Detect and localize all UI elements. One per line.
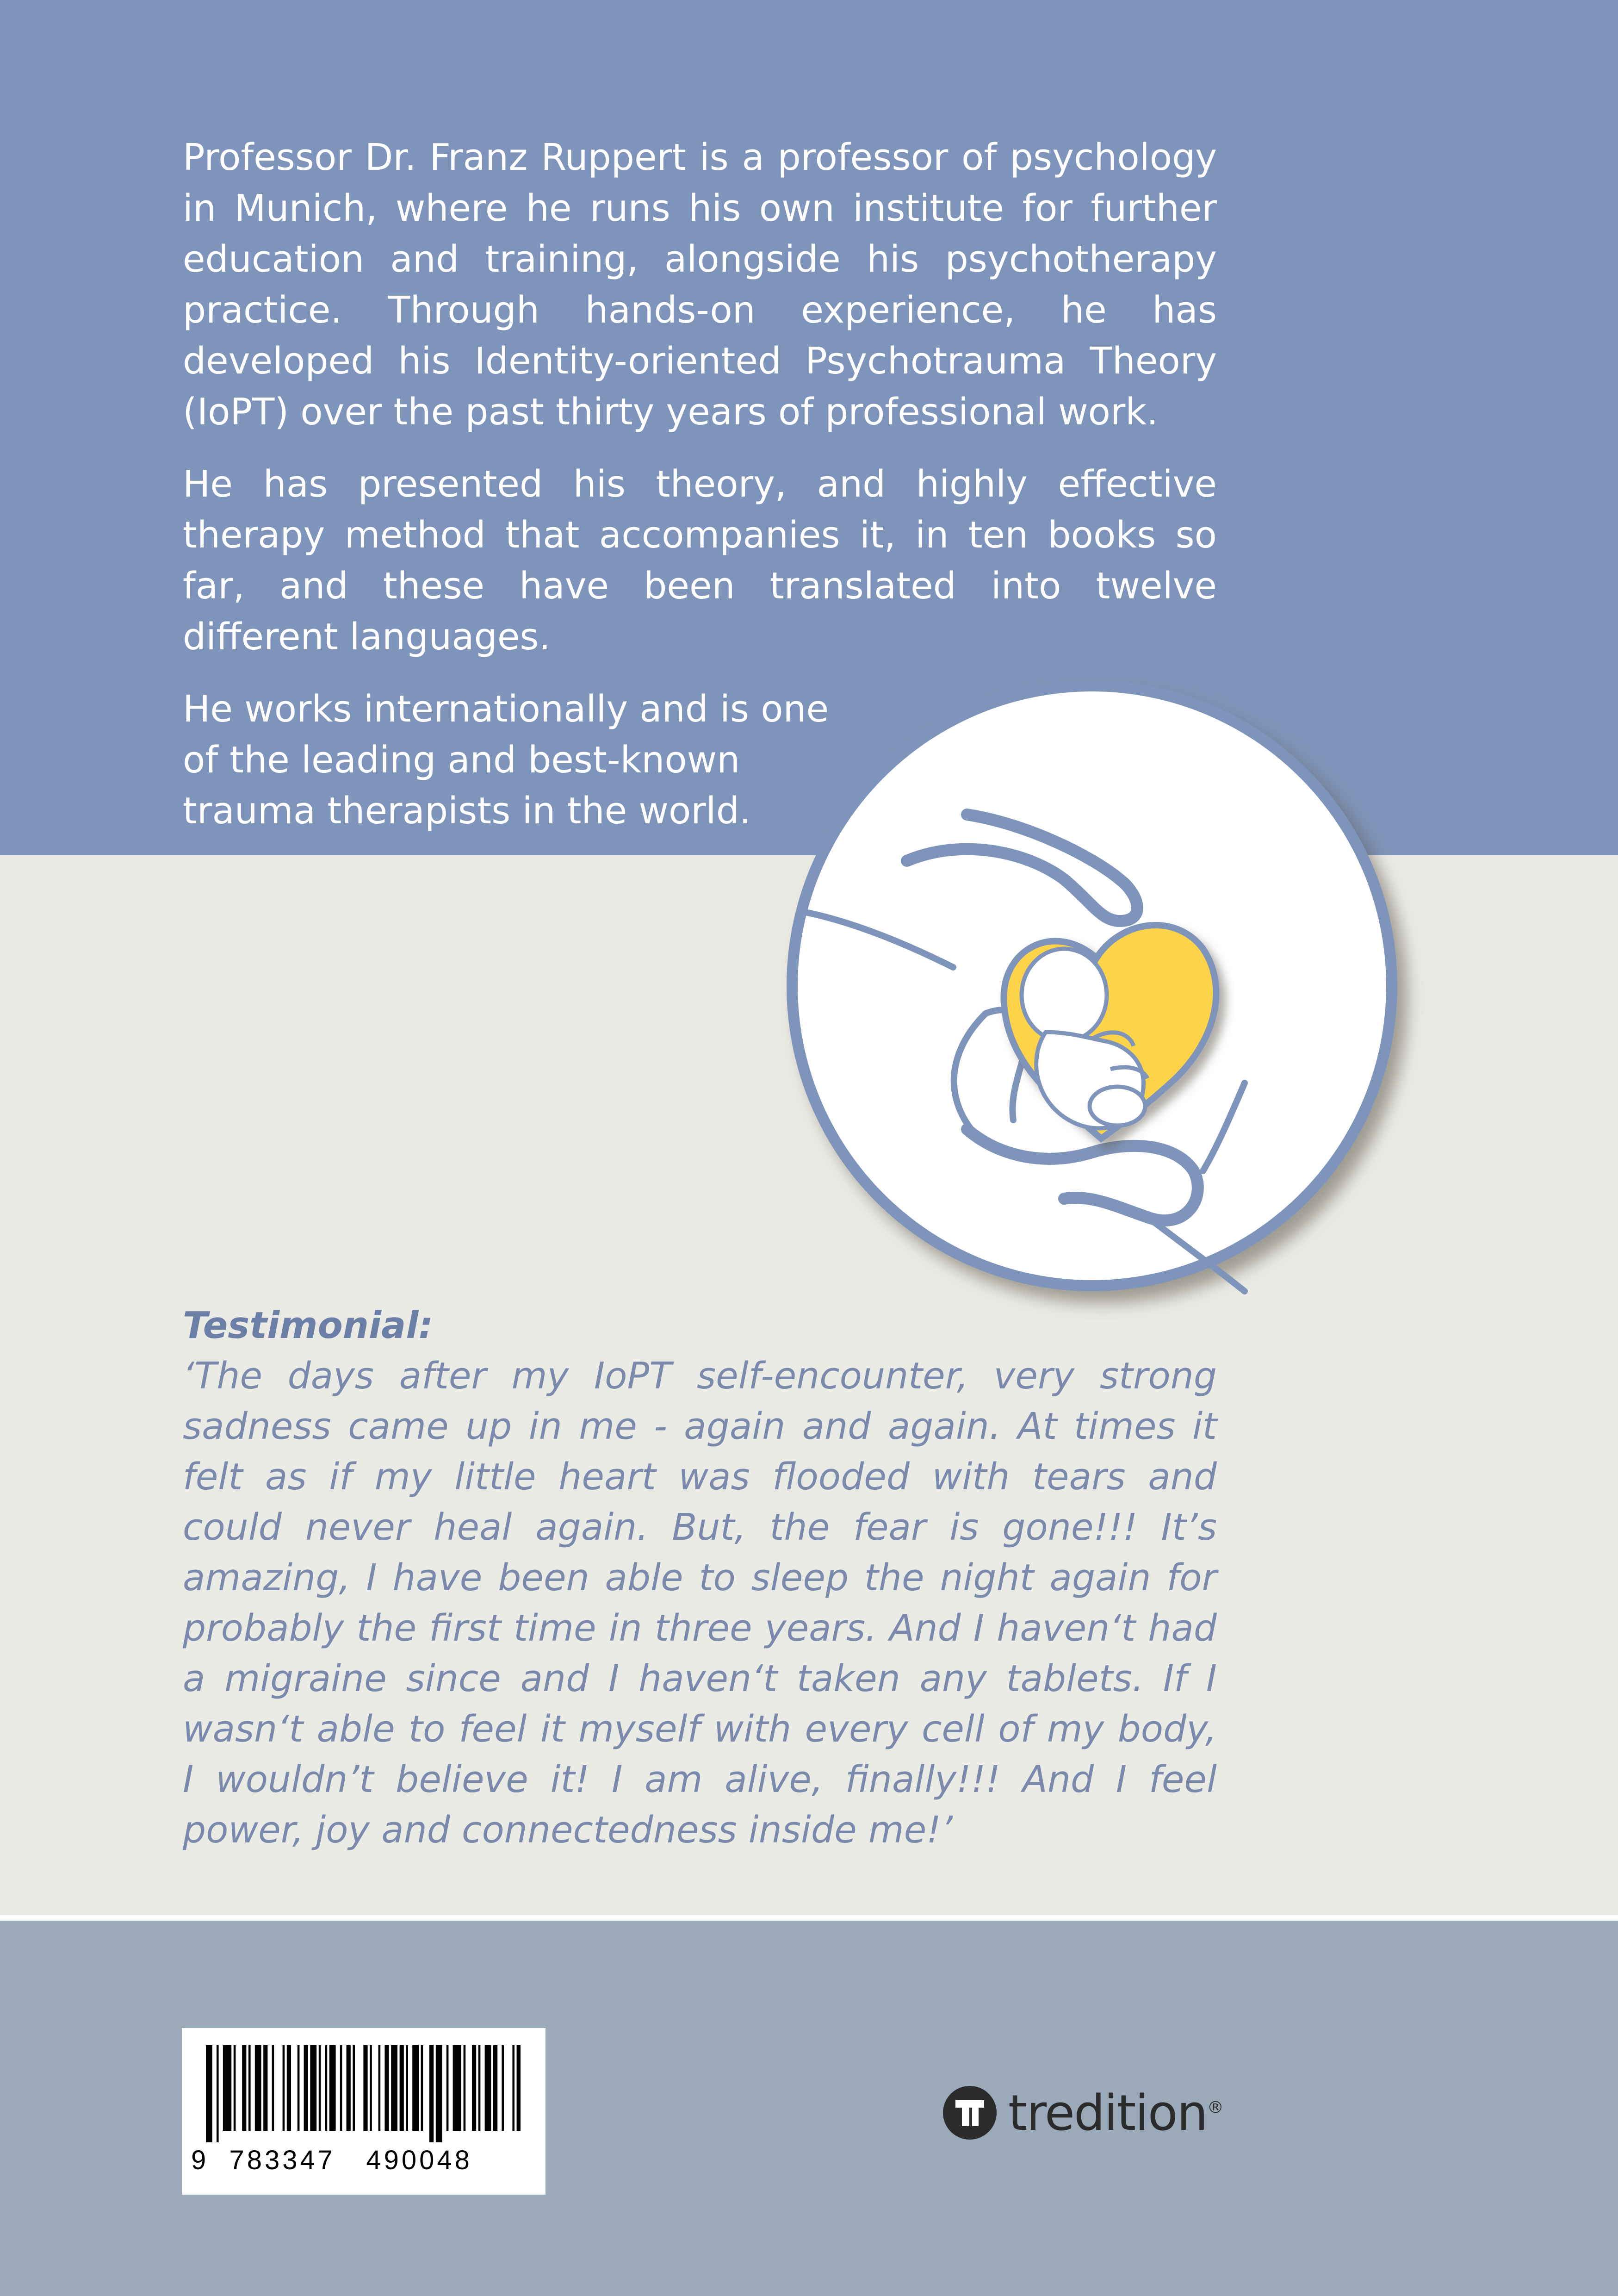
barcode-bar (353, 2045, 355, 2131)
barcode-bar (464, 2045, 466, 2131)
barcode-bar (472, 2045, 476, 2131)
publisher-name-text: tredition (1008, 2084, 1207, 2141)
barcode-bar (502, 2045, 504, 2131)
tredition-logo-icon (942, 2084, 998, 2141)
barcode-bar (478, 2045, 481, 2131)
emblem-graphic (768, 662, 1425, 1319)
barcode-bar (272, 2045, 274, 2131)
barcode-bar (391, 2045, 397, 2131)
barcode-bar (485, 2045, 491, 2131)
barcode-bar (446, 2045, 449, 2131)
barcode-bar (517, 2045, 521, 2131)
barcode-bar (248, 2045, 251, 2131)
barcode-bar (234, 2045, 236, 2131)
barcode-bar (400, 2045, 404, 2131)
barcode-bar (429, 2045, 434, 2142)
barcode-bar (453, 2045, 461, 2131)
band-divider (0, 1915, 1618, 1921)
barcode-bar (363, 2045, 367, 2131)
barcode-bar (206, 2045, 212, 2142)
barcode-bar (370, 2045, 372, 2131)
barcode-bars (206, 2045, 521, 2142)
barcode-bar (329, 2045, 336, 2131)
barcode-bar (223, 2045, 231, 2131)
registered-mark: ® (1207, 2098, 1223, 2117)
barcode-bar (255, 2045, 261, 2131)
isbn-barcode (182, 2028, 546, 2195)
barcode-bar (384, 2045, 389, 2131)
barcode-bar (378, 2045, 381, 2131)
barcode-bar (512, 2045, 515, 2131)
barcode-bar (436, 2045, 442, 2142)
barcode-bar (304, 2045, 308, 2131)
testimonial-heading: Testimonial: (183, 1304, 434, 1347)
barcode-bar (421, 2045, 423, 2131)
barcode-bar (263, 2045, 267, 2131)
barcode-bar (217, 2045, 219, 2142)
barcode-bar (493, 2045, 497, 2131)
publisher-brand (942, 2083, 1223, 2143)
barcode-bar (287, 2045, 291, 2131)
bio-paragraph-1: Professor Dr. Franz Ruppert is a professor of psychology in Munich, where he runs his own institute for further education and training, alongside his psychotherapy practice. Through hands-on experience, he has developed his Identity-oriented Psychotrauma Theory (IoPT) over the past thirty years of professional work. (183, 136, 1217, 433)
barcode-bar (242, 2045, 246, 2131)
barcode-bar (310, 2045, 316, 2131)
barcode-bar (283, 2045, 285, 2131)
barcode-bar (319, 2045, 321, 2131)
barcode-bar (347, 2045, 351, 2131)
barcode-bar (340, 2045, 342, 2131)
barcode-digits: 9 783347 490048 (191, 2145, 472, 2175)
bio-paragraph-3: He works internationally and is one of the leading and best-known trauma therapists in the world. (183, 688, 829, 832)
barcode-bar (412, 2045, 419, 2131)
barcode-bar (325, 2045, 328, 2131)
bio-paragraph-2: He has presented his theory, and highly effective therapy method that accompanies it, in ten books so far, and these have been translated into twelve different languages. (183, 463, 1217, 658)
barcode-bar (298, 2045, 300, 2131)
testimonial (183, 1300, 1217, 1855)
barcode-bar (406, 2045, 408, 2131)
testimonial-quote: ‘The days after my IoPT self-encounter, very strong sadness came up in me - again and again. At times it felt as if my little heart was flooded with tears and could never heal again. But, the fear is gone!!! It’s amazing, I have been able to sleep the night again for probably the first time in three years. And I haven‘t had a migraine since and I haven‘t taken any tablets. If I wasn‘t able to feel it myself with every cell of my body, I wouldn’t believe it! I am alive, finally!!! And I feel power, joy and connectedness inside me!’ (183, 1355, 1217, 1851)
publisher-name (1008, 2084, 1223, 2141)
